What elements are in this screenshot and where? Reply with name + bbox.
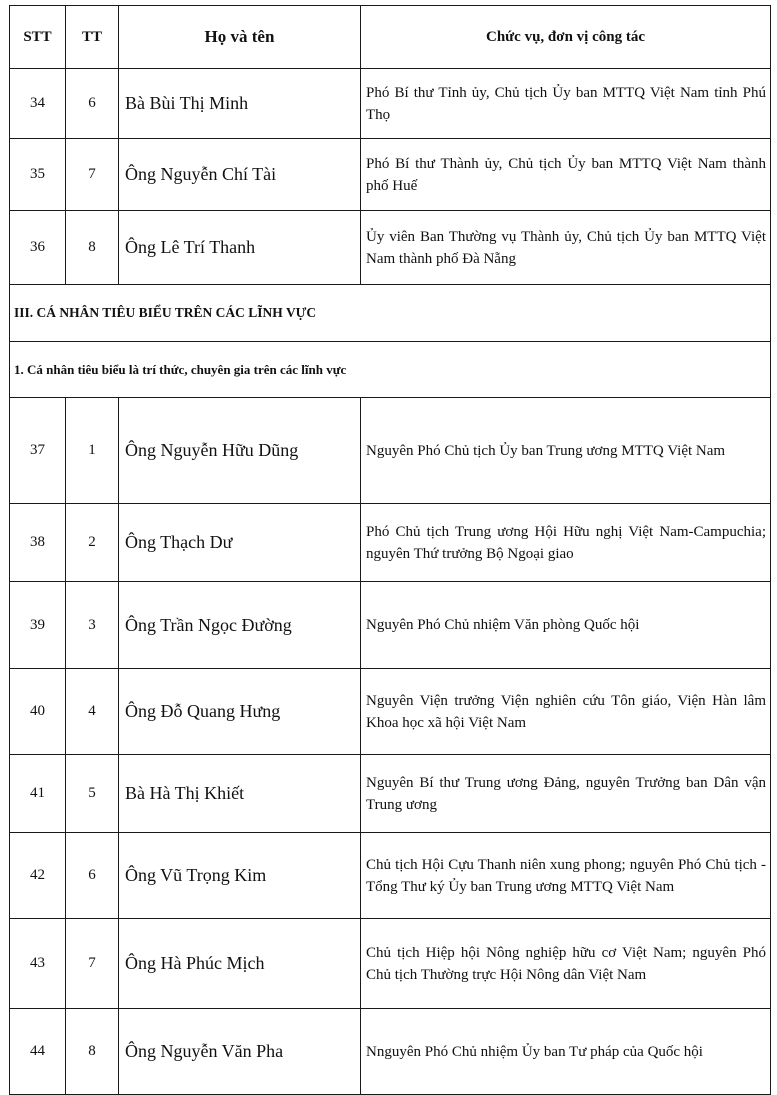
stt-cell: 42: [10, 833, 66, 919]
position-cell: Chủ tịch Hiệp hội Nông nghiệp hữu cơ Việt Nam; nguyên Phó Chủ tịch Thường trực Hội Nông dân Việt Nam: [361, 919, 771, 1009]
tt-cell: 7: [66, 919, 119, 1009]
stt-cell: 36: [10, 211, 66, 285]
stt-cell: 37: [10, 398, 66, 504]
tt-cell: 6: [66, 69, 119, 139]
name-cell: Ông Thạch Dư: [119, 504, 361, 582]
table-row: [10, 919, 771, 1009]
table-row: [10, 833, 771, 919]
stt-cell: 40: [10, 669, 66, 755]
position-cell: Phó Bí thư Tỉnh ủy, Chủ tịch Ủy ban MTTQ Việt Nam tỉnh Phú Thọ: [361, 69, 771, 139]
table-header-row: [10, 6, 771, 69]
tt-cell: 3: [66, 582, 119, 669]
position-cell: Nguyên Phó Chủ tịch Ủy ban Trung ương MTTQ Việt Nam: [361, 398, 771, 504]
table-row: [10, 669, 771, 755]
section-heading-1: 1. Cá nhân tiêu biểu là trí thức, chuyên gia trên các lĩnh vực: [10, 342, 771, 398]
position-cell: Nguyên Phó Chủ nhiệm Văn phòng Quốc hội: [361, 582, 771, 669]
name-cell: Ông Lê Trí Thanh: [119, 211, 361, 285]
tt-cell: 8: [66, 211, 119, 285]
stt-cell: 35: [10, 139, 66, 211]
stt-cell: 34: [10, 69, 66, 139]
header-tt: TT: [66, 6, 119, 69]
stt-cell: 38: [10, 504, 66, 582]
section-row: [10, 285, 771, 342]
position-cell: Phó Chủ tịch Trung ương Hội Hữu nghị Việt Nam-Campuchia; nguyên Thứ trưởng Bộ Ngoại giao: [361, 504, 771, 582]
position-cell: Nguyên Viện trưởng Viện nghiên cứu Tôn giáo, Viện Hàn lâm Khoa học xã hội Việt Nam: [361, 669, 771, 755]
name-cell: Ông Nguyễn Văn Pha: [119, 1009, 361, 1095]
header-position: Chức vụ, đơn vị công tác: [361, 6, 771, 69]
name-cell: Ông Vũ Trọng Kim: [119, 833, 361, 919]
document-page: [9, 5, 770, 1095]
name-cell: Ông Đỗ Quang Hưng: [119, 669, 361, 755]
header-stt: STT: [10, 6, 66, 69]
position-cell: Nguyên Bí thư Trung ương Đảng, nguyên Trưởng ban Dân vận Trung ương: [361, 755, 771, 833]
tt-cell: 8: [66, 1009, 119, 1095]
stt-cell: 43: [10, 919, 66, 1009]
table-row: [10, 211, 771, 285]
name-cell: Ông Trần Ngọc Đường: [119, 582, 361, 669]
tt-cell: 4: [66, 669, 119, 755]
name-cell: Ông Nguyễn Chí Tài: [119, 139, 361, 211]
position-cell: Phó Bí thư Thành ủy, Chủ tịch Ủy ban MTTQ Việt Nam thành phố Huế: [361, 139, 771, 211]
name-cell: Ông Nguyễn Hữu Dũng: [119, 398, 361, 504]
table-row: [10, 1009, 771, 1095]
stt-cell: 44: [10, 1009, 66, 1095]
table-row: [10, 504, 771, 582]
stt-cell: 39: [10, 582, 66, 669]
stt-cell: 41: [10, 755, 66, 833]
position-cell: Ủy viên Ban Thường vụ Thành ủy, Chủ tịch Ủy ban MTTQ Việt Nam thành phố Đà Nẵng: [361, 211, 771, 285]
tt-cell: 1: [66, 398, 119, 504]
tt-cell: 2: [66, 504, 119, 582]
table-row: [10, 755, 771, 833]
position-cell: Chủ tịch Hội Cựu Thanh niên xung phong; nguyên Phó Chủ tịch - Tổng Thư ký Ủy ban Trung ương MTTQ Việt Nam: [361, 833, 771, 919]
name-cell: Ông Hà Phúc Mịch: [119, 919, 361, 1009]
tt-cell: 6: [66, 833, 119, 919]
name-cell: Bà Hà Thị Khiết: [119, 755, 361, 833]
table-row: [10, 69, 771, 139]
subsection-row: [10, 342, 771, 398]
section-heading-iii: III. CÁ NHÂN TIÊU BIỂU TRÊN CÁC LĨNH VỰC: [10, 285, 771, 342]
position-cell: Nnguyên Phó Chủ nhiệm Ủy ban Tư pháp của Quốc hội: [361, 1009, 771, 1095]
header-name: Họ và tên: [119, 6, 361, 69]
table-row: [10, 139, 771, 211]
table-row: [10, 398, 771, 504]
tt-cell: 7: [66, 139, 119, 211]
table-row: [10, 582, 771, 669]
tt-cell: 5: [66, 755, 119, 833]
name-cell: Bà Bùi Thị Minh: [119, 69, 361, 139]
honoree-table: [9, 5, 771, 1095]
